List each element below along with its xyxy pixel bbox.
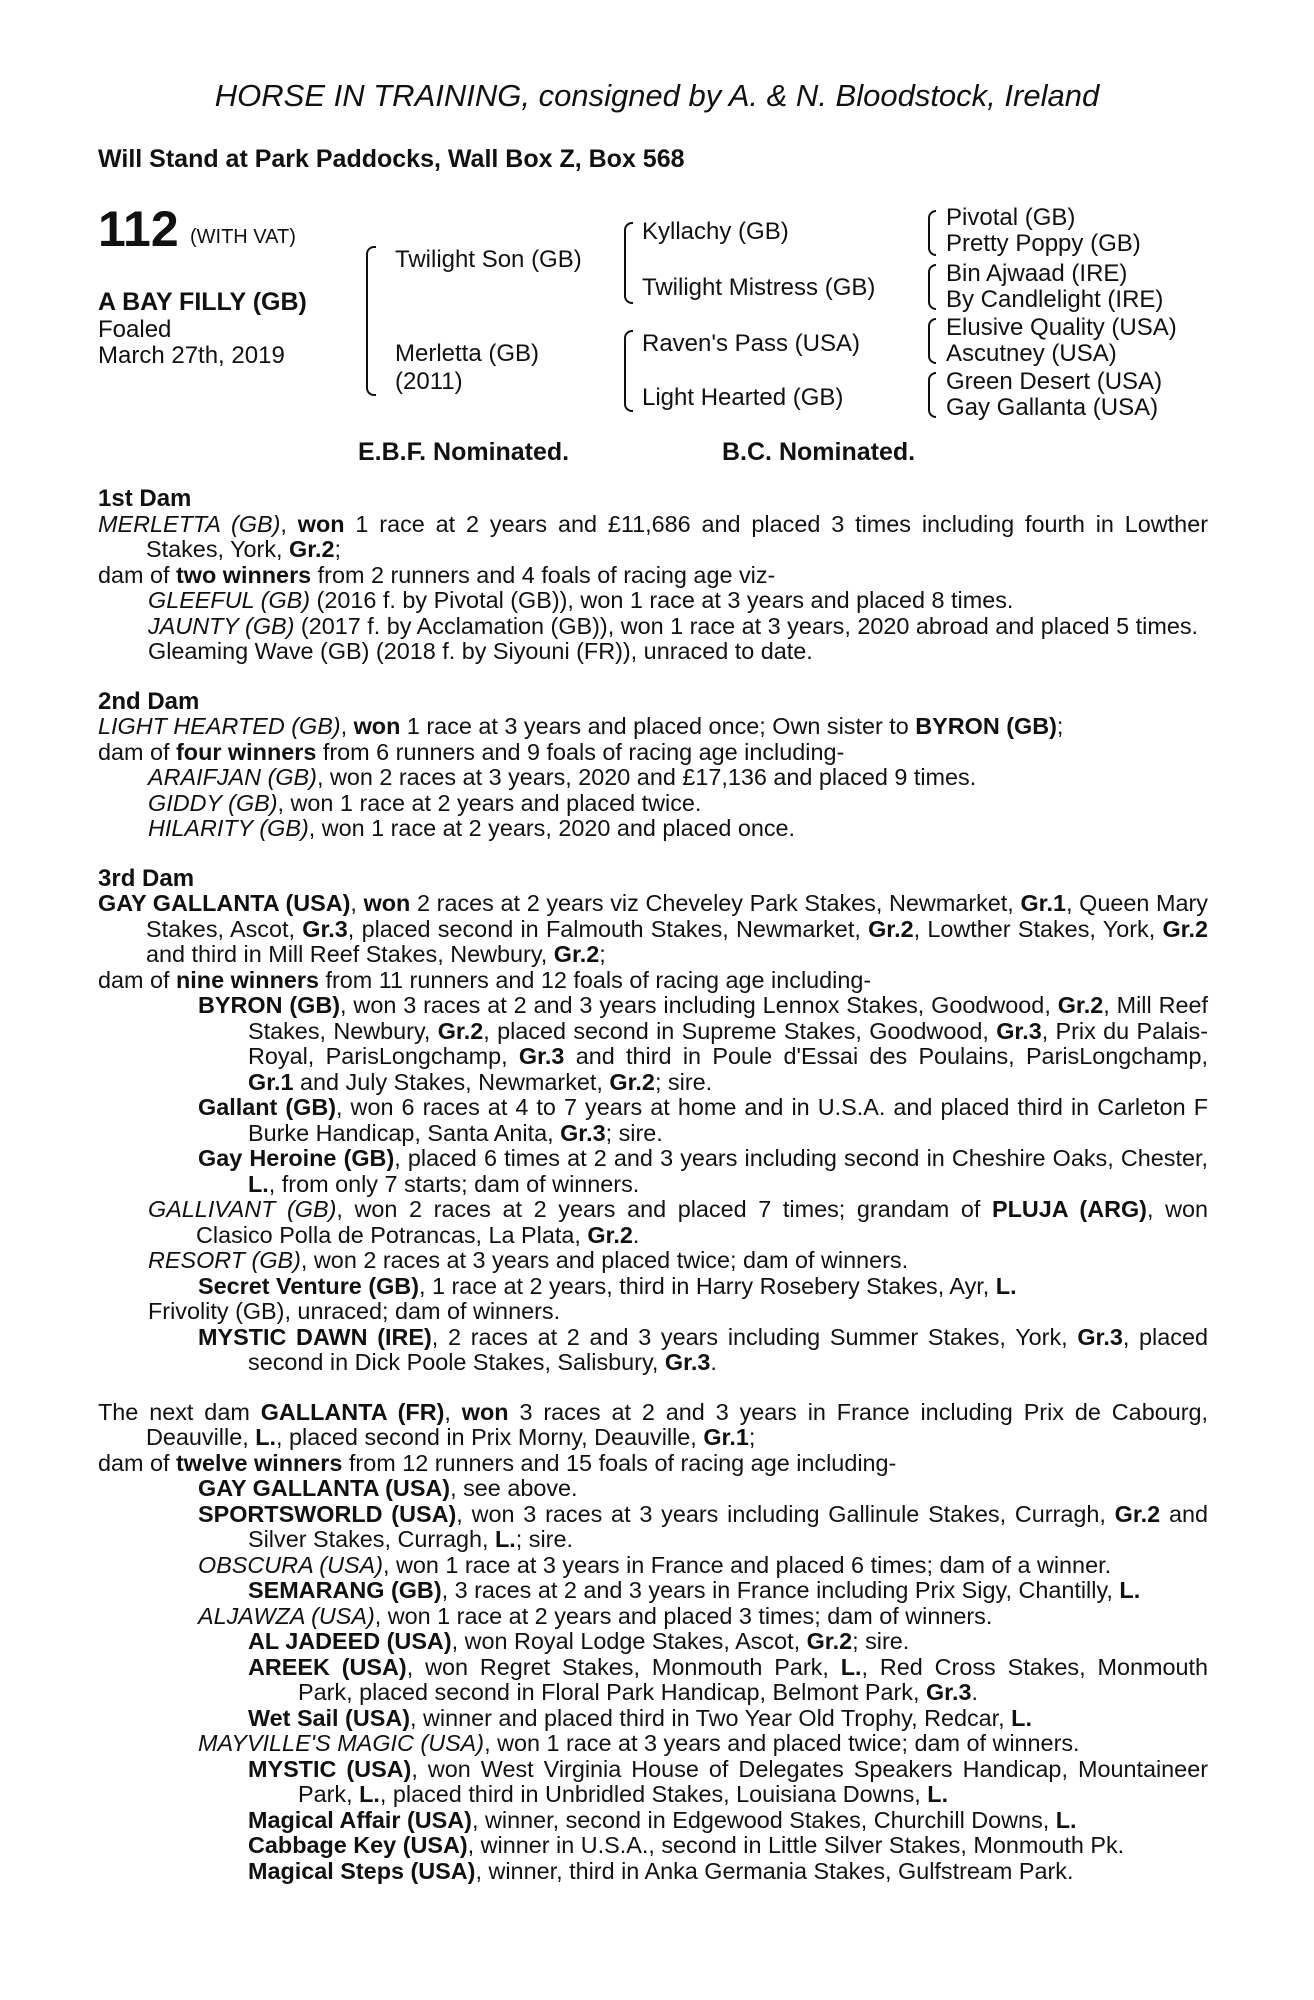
produce-entry [98, 1655, 1208, 1706]
pedigree-brace [624, 330, 633, 412]
produce-entry [98, 588, 1208, 614]
text-run: 1 race at 3 years and placed once; Own sister to [400, 713, 916, 739]
pedigree-gen3-4: By Candlelight (IRE) [946, 286, 1164, 313]
third-dam-heading: 3rd Dam [98, 864, 195, 892]
lot-number: 112 [98, 201, 179, 257]
italic-text: LIGHT HEARTED (GB) [98, 713, 341, 739]
text-run: , placed second in Supreme Stakes, Goodwood, [483, 1017, 997, 1044]
text-run: , won 2 races at 2 years and placed 7 times; grandam of [336, 1196, 992, 1222]
bold-text: Wet Sail (USA) [248, 1704, 411, 1731]
text-run: , won West Virginia House of Delegates Speakers Handicap, Mountaineer Park, [298, 1755, 1208, 1807]
text-run: Frivolity (GB), unraced; dam of winners. [148, 1298, 561, 1324]
text-run: ; sire. [605, 1119, 663, 1146]
pedigree-gen2-4: Light Hearted (GB) [642, 384, 844, 411]
text-run: . [710, 1349, 717, 1375]
section-gap [98, 842, 1208, 866]
text-run: , [444, 1398, 462, 1425]
produce-entry [98, 1248, 1208, 1274]
italic-text: GALLIVANT (GB) [148, 1196, 337, 1222]
bold-text: GAY GALLANTA (USA) [98, 890, 351, 916]
text-run: , placed second in Falmouth Stakes, Newmarket, [347, 915, 869, 942]
produce-entry [98, 1274, 1208, 1300]
bold-text: Gr.3 [664, 1349, 711, 1375]
text-run: ; [334, 536, 342, 562]
pedigree-sire: Twilight Son (GB) [395, 246, 582, 273]
text-run: , won 1 race at 2 years and placed 3 times; dam of winners. [374, 1602, 993, 1629]
bold-text: Gr.2 [553, 941, 600, 967]
produce-entry [98, 1859, 1208, 1885]
bold-text: Gr.3 [302, 915, 348, 942]
first-dam-entry [98, 512, 1208, 563]
bold-text: Cabbage Key (USA) [248, 1832, 468, 1858]
text-run: ; sire. [852, 1628, 910, 1654]
bold-text: Gr.2 [437, 1017, 484, 1044]
text-run: , won 2 races at 3 years, 2020 and £17,136 and placed 9 times. [316, 764, 977, 790]
bold-text: L. [1011, 1704, 1032, 1731]
produce-entry [98, 1833, 1208, 1859]
section-gap [98, 665, 1208, 689]
section-gap [98, 1376, 1208, 1400]
text-run: 3 races at 2 and 3 years in France including Prix de Cabourg, Deauville, [146, 1398, 1209, 1450]
bold-text: Magical Steps (USA) [248, 1857, 476, 1884]
second-dam-heading: 2nd Dam [98, 687, 200, 715]
bold-text: L. [248, 1170, 269, 1197]
text-run: 1 race at 2 years and £11,686 and placed 3 times including fourth in Lowther Stakes, York, [146, 510, 1208, 562]
produce-entry [98, 1604, 1208, 1630]
foaled-label: Foaled [98, 316, 172, 343]
bold-text: L. [1119, 1577, 1141, 1603]
bold-text: Gr.2 [1057, 992, 1104, 1018]
bold-text: BYRON (GB) [198, 992, 341, 1018]
text-run: , won 3 races at 3 years including Gallinule Stakes, Curragh, [456, 1500, 1115, 1527]
text-run: from 12 runners and 15 foals of racing age including- [342, 1449, 897, 1476]
bold-text: GALLANTA (FR) [260, 1398, 445, 1425]
bold-text: Gr.2 [289, 536, 335, 562]
text-run: and third in Mill Reef Stakes, Newbury, [146, 941, 554, 967]
text-run: , winner, second in Edgewood Stakes, Churchill Downs, [471, 1806, 1056, 1833]
bold-text: Gr.2 [868, 915, 914, 942]
text-run: ; sire. [515, 1526, 573, 1552]
pedigree-gen3-6: Ascutney (USA) [946, 340, 1117, 367]
pedigree-gen2-3: Raven's Pass (USA) [642, 330, 860, 357]
text-run: , 3 races at 2 and 3 years in France including Prix Sigy, Chantilly, [441, 1577, 1120, 1603]
text-run: , won 1 race at 2 years and placed twice. [277, 789, 702, 816]
pedigree-gen2-2: Twilight Mistress (GB) [642, 274, 876, 301]
bold-text: AREEK (USA) [248, 1653, 407, 1680]
text-run: , won 2 races at 3 years and placed twice; dam of winners. [300, 1247, 909, 1273]
pedigree-brace [928, 210, 936, 256]
text-run: , winner and placed third in Two Year Old Trophy, Redcar, [410, 1704, 1012, 1731]
catalogue-title: HORSE IN TRAINING, consigned by A. & N. Bloodstock, Ireland [214, 78, 1100, 113]
bold-text: SEMARANG (GB) [248, 1577, 442, 1603]
bold-text: BYRON (GB) [915, 713, 1057, 739]
text-run: , won Regret Stakes, Monmouth Park, [406, 1653, 841, 1680]
text-run: , won Clasico Polla de Potrancas, La Plata, [196, 1196, 1208, 1248]
produce-entry [98, 1197, 1208, 1248]
bold-text: Magical Affair (USA) [248, 1806, 472, 1833]
text-run: from 6 runners and 9 foals of racing age including- [316, 738, 845, 765]
italic-text: RESORT (GB) [148, 1247, 301, 1273]
text-run: from 11 runners and 12 foals of racing age including- [319, 966, 872, 993]
text-run: The next dam [98, 1398, 261, 1425]
bold-text: Gr.2 [609, 1068, 655, 1095]
text-run: , see above. [450, 1475, 578, 1501]
italic-text: ALJAWZA (USA) [198, 1602, 375, 1629]
bold-text: Gr.2 [806, 1628, 853, 1654]
text-run: , placed second in Dick Poole Stakes, Salisbury, [248, 1323, 1208, 1375]
pedigree-gen2-1: Kyllachy (GB) [642, 218, 789, 245]
text-run: , from only 7 starts; dam of winners. [268, 1170, 640, 1197]
italic-text: OBSCURA (USA) [198, 1551, 383, 1578]
pedigree-brace [624, 222, 633, 304]
vat-note: (WITH VAT) [190, 226, 296, 248]
bold-text: won [363, 890, 411, 916]
text-run: , won 6 races at 4 to 7 years at home and in U.S.A. and placed third in Carleton F Burke Handicap, Santa Anita, [248, 1094, 1208, 1146]
text-run: , Queen Mary Stakes, Ascot, [146, 890, 1208, 942]
produce-entry [98, 1706, 1208, 1732]
bold-text: L. [495, 1526, 516, 1552]
text-run: . [971, 1679, 978, 1705]
text-run: , Red Cross Stakes, Monmouth Park, placed second in Floral Park Handicap, Belmont Park, [298, 1653, 1208, 1705]
bold-text: nine winners [176, 966, 319, 993]
bold-text: Gr.3 [1077, 1323, 1123, 1350]
produce-entry [98, 1095, 1208, 1146]
italic-text: JAUNTY (GB) [148, 612, 295, 639]
produce-entry [98, 1731, 1208, 1757]
ebf-nominated: E.B.F. Nominated. [358, 438, 570, 466]
second-dam-produce-summary [98, 740, 1208, 766]
bold-text: Gr.1 [248, 1068, 294, 1095]
bold-text: Gr.3 [996, 1017, 1042, 1044]
text-run: dam of [98, 1449, 177, 1476]
text-run: 2 races at 2 years viz Cheveley Park Stakes, Newmarket, [410, 890, 1021, 916]
text-run: , won Royal Lodge Stakes, Ascot, [451, 1628, 807, 1654]
text-run: , won 1 race at 3 years and placed twice; dam of winners. [484, 1730, 1080, 1756]
foaled-date: March 27th, 2019 [98, 342, 285, 369]
bold-text: L. [1055, 1806, 1077, 1833]
italic-text: MERLETTA (GB) [98, 510, 281, 537]
pedigree-body [98, 486, 1208, 1884]
bold-text: twelve winners [176, 1449, 343, 1476]
bold-text: L. [359, 1781, 380, 1807]
italic-text: ARAIFJAN (GB) [148, 764, 317, 790]
produce-entry [98, 1476, 1208, 1502]
text-run: , won 1 race at 2 years, 2020 and placed once. [308, 815, 796, 841]
produce-entry [98, 1757, 1208, 1808]
text-run: , placed second in Prix Morny, Deauville, [276, 1424, 704, 1450]
produce-entry [98, 1629, 1208, 1655]
pedigree-dam: Merletta (GB) [395, 340, 540, 367]
text-run: , Lowther Stakes, York, [913, 915, 1163, 942]
text-run: ; [599, 941, 606, 967]
italic-text: GLEEFUL (GB) [148, 587, 311, 613]
third-dam-produce-summary [98, 968, 1208, 994]
produce-entry [98, 639, 1208, 665]
text-run: dam of [98, 966, 177, 993]
pedigree-brace [928, 264, 936, 310]
produce-entry [98, 1325, 1208, 1376]
text-run: dam of [98, 738, 177, 765]
bold-text: L. [255, 1424, 277, 1450]
text-run: ; [1056, 713, 1064, 739]
produce-entry [98, 765, 1208, 791]
text-run: , [280, 510, 298, 537]
bold-text: Gr.3 [518, 1043, 565, 1069]
bold-text: two winners [176, 561, 312, 588]
pedigree-brace [366, 246, 376, 396]
bold-text: Gr.1 [1020, 890, 1066, 916]
text-run: from 2 runners and 4 foals of racing age viz- [311, 561, 776, 588]
text-run: , Prix du Palais-Royal, ParisLongchamp, [248, 1017, 1208, 1069]
text-run: Gleaming Wave (GB) (2018 f. by Siyouni (FR)), unraced to date. [148, 638, 813, 664]
text-run: and Silver Stakes, Curragh, [248, 1500, 1209, 1552]
bold-text: Gay Heroine (GB) [198, 1145, 395, 1171]
first-dam-produce-summary [98, 563, 1208, 589]
next-dam-entry [98, 1400, 1208, 1451]
produce-entry [98, 1808, 1208, 1834]
produce-entry [98, 1146, 1208, 1197]
text-run: and third in Poule d'Essai des Poulains, ParisLongchamp, [564, 1043, 1208, 1069]
pedigree-gen3-8: Gay Gallanta (USA) [946, 394, 1159, 421]
text-run: , Mill Reef Stakes, Newbury, [248, 992, 1209, 1044]
bold-text: Gr.2 [1162, 915, 1208, 942]
stand-location: Will Stand at Park Paddocks, Wall Box Z, Box 568 [98, 145, 685, 173]
pedigree-gen3-1: Pivotal (GB) [946, 204, 1076, 231]
bold-text: L. [927, 1781, 949, 1807]
bold-text: AL JADEED (USA) [248, 1628, 452, 1654]
text-run: and July Stakes, Newmarket, [293, 1068, 610, 1095]
bold-text: PLUJA (ARG) [991, 1196, 1147, 1222]
third-dam-entry [98, 891, 1208, 968]
text-run: , won 3 races at 2 and 3 years including Lennox Stakes, Goodwood, [340, 992, 1058, 1018]
first-dam-heading: 1st Dam [98, 485, 192, 512]
italic-text: MAYVILLE'S MAGIC (USA) [198, 1730, 485, 1756]
bold-text: Gallant (GB) [198, 1094, 336, 1120]
horse-description: A BAY FILLY (GB) [98, 288, 307, 316]
text-run: , placed third in Unbridled Stakes, Louisiana Downs, [379, 1781, 928, 1807]
text-run: ; sire. [654, 1068, 713, 1095]
bold-text: Gr.3 [560, 1119, 606, 1146]
bold-text: won [353, 713, 401, 739]
bc-nominated: B.C. Nominated. [722, 438, 916, 466]
pedigree-gen3-5: Elusive Quality (USA) [946, 314, 1177, 341]
text-run: , [350, 890, 364, 916]
bold-text: won [297, 510, 345, 537]
produce-entry [98, 816, 1208, 842]
text-run: , 2 races at 2 and 3 years including Summer Stakes, York, [431, 1323, 1078, 1350]
produce-entry [98, 1299, 1208, 1325]
pedigree-brace [928, 318, 936, 364]
text-run: , winner, third in Anka Germania Stakes, Gulfstream Park. [475, 1857, 1074, 1884]
produce-entry [98, 614, 1208, 640]
second-dam-entry [98, 714, 1208, 740]
text-run: , placed 6 times at 2 and 3 years including second in Cheshire Oaks, Chester, [394, 1145, 1208, 1171]
bold-text: won [461, 1398, 509, 1425]
next-dam-produce-summary [98, 1451, 1208, 1477]
bold-text: MYSTIC (USA) [248, 1755, 412, 1782]
text-run: ; [748, 1424, 756, 1450]
pedigree-gen3-2: Pretty Poppy (GB) [946, 230, 1141, 257]
pedigree-gen3-3: Bin Ajwaad (IRE) [946, 260, 1128, 287]
text-run: (2017 f. by Acclamation (GB)), won 1 race at 3 years, 2020 abroad and placed 5 times. [294, 612, 1199, 639]
bold-text: MYSTIC DAWN (IRE) [198, 1323, 432, 1350]
bold-text: SPORTSWORLD (USA) [198, 1500, 457, 1527]
produce-entry [98, 1578, 1208, 1604]
text-run: , won 1 race at 3 years in France and placed 6 times; dam of a winner. [382, 1551, 1112, 1578]
text-run: , [340, 713, 354, 739]
italic-text: HILARITY (GB) [148, 815, 309, 841]
produce-entry [98, 1553, 1208, 1579]
produce-entry [98, 993, 1208, 1095]
pedigree-dam-year: (2011) [395, 368, 463, 395]
bold-text: Secret Venture (GB) [198, 1272, 419, 1299]
bold-text: Gr.2 [1114, 1500, 1161, 1527]
produce-entry [98, 1502, 1208, 1553]
bold-text: Gr.1 [703, 1424, 749, 1450]
text-run: . [632, 1221, 640, 1248]
bold-text: Gr.2 [587, 1221, 633, 1248]
bold-text: GAY GALLANTA (USA) [198, 1475, 451, 1501]
produce-entry [98, 791, 1208, 817]
bold-text: L. [995, 1272, 1017, 1299]
text-run: , winner in U.S.A., second in Little Silver Stakes, Monmouth Pk. [467, 1832, 1125, 1858]
bold-text: Gr.3 [925, 1679, 972, 1705]
bold-text: L. [840, 1653, 862, 1680]
text-run: (2016 f. by Pivotal (GB)), won 1 race at 3 years and placed 8 times. [310, 587, 1014, 613]
text-run: , 1 race at 2 years, third in Harry Rosebery Stakes, Ayr, [418, 1272, 996, 1299]
bold-text: four winners [176, 738, 317, 765]
pedigree-brace [928, 372, 936, 418]
italic-text: GIDDY (GB) [148, 789, 278, 816]
text-run: dam of [98, 561, 177, 588]
pedigree-gen3-7: Green Desert (USA) [946, 368, 1163, 395]
